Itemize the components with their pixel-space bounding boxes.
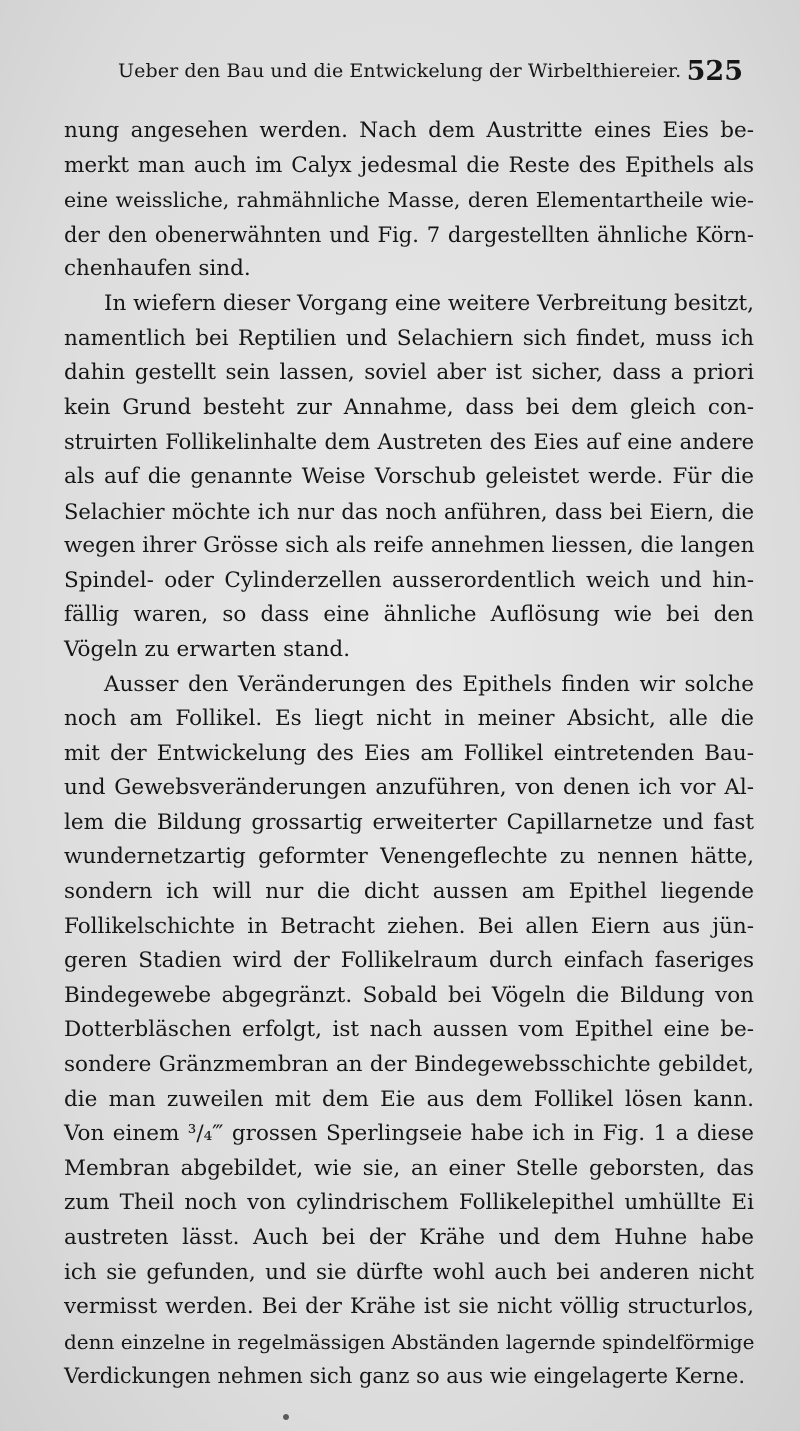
text-line: namentlich bei Reptilien und Selachiern sich findet, muss ich [64, 325, 754, 351]
text-line: ich sie gefunden, und sie dürfte wohl auch bei anderen nicht [64, 1259, 754, 1285]
text-line: lem die Bildung grossartig erweiterter Capillarnetze und fast [64, 809, 754, 835]
text-line: In wiefern dieser Vorgang eine weitere Verbreitung besitzt, [104, 290, 755, 316]
page-number: 525 [686, 56, 743, 87]
text-line: austreten lässt. Auch bei der Krähe und dem Huhne habe [64, 1225, 754, 1250]
text-line: mit der Entwickelung des Eies am Follikel eintretenden Bau- [64, 740, 754, 766]
text-line: und Gewebsveränderungen anzuführen, von denen ich vor Al- [64, 775, 754, 801]
text-line: Von einem ³/₄‴ grossen Sperlingseie habe ich in Fig. 1 a diese [64, 1121, 754, 1147]
text-line: dahin gestellt sein lassen, soviel aber ist sicher, dass a priori [64, 360, 754, 386]
text-line: nung angesehen werden. Nach dem Austritte eines Eies be- [64, 118, 754, 143]
page-header [118, 56, 743, 90]
text-line: vermisst werden. Bei der Krähe ist sie nicht völlig structurlos, [64, 1294, 754, 1320]
text-line: Verdickungen nehmen sich ganz so aus wie eingelagerte Kerne. [64, 1364, 746, 1389]
text-line: Spindel- oder Cylinderzellen ausserordentlich weich und hin- [64, 567, 754, 593]
text-line: eine weissliche, rahmähnliche Masse, deren Elementartheile wie- [64, 188, 754, 213]
text-line: Ausser den Veränderungen des Epithels finden wir solche [104, 671, 754, 697]
text-line: geren Stadien wird der Follikelraum durch einfach faseriges [64, 948, 754, 974]
text-line: struirten Follikelinhalte dem Austreten des Eies auf eine andere [64, 430, 754, 455]
text-line: sondere Gränzmembran an der Bindegewebsschichte gebildet, [64, 1052, 754, 1078]
text-line: chenhaufen sind. [64, 256, 251, 282]
text-line: denn einzelne in regelmässigen Abständen lagernde spindelförmige [64, 1329, 755, 1354]
text-line: zum Theil noch von cylindrischem Follikelepithel umhüllte Ei [64, 1190, 754, 1216]
text-line: wegen ihrer Grösse sich als reife annehmen liessen, die langen [64, 533, 755, 559]
text-line: sondern ich will nur die dicht aussen am Epithel liegende [64, 879, 754, 905]
text-line: der den obenerwähnten und Fig. 7 dargestellten ähnliche Körn- [64, 222, 754, 247]
text-line: Follikelschichte in Betracht ziehen. Bei allen Eiern aus jün- [64, 913, 754, 939]
text-line: die man zuweilen mit dem Eie aus dem Follikel lösen kann. [64, 1086, 754, 1112]
text-line: noch am Follikel. Es liegt nicht in meiner Absicht, alle die [64, 706, 754, 732]
ink-speck [283, 1414, 289, 1420]
text-line: Selachier möchte ich nur das noch anführen, dass bei Eiern, die [64, 499, 754, 524]
text-line: merkt man auch im Calyx jedesmal die Reste des Epithels als [64, 152, 754, 178]
text-line: als auf die genannte Weise Vorschub geleistet werde. Für die [64, 463, 754, 489]
text-line: Vögeln zu erwarten stand. [64, 636, 351, 662]
text-line: Dotterbläschen erfolgt, ist nach aussen vom Epithel eine be- [64, 1017, 754, 1043]
text-line: Membran abgebildet, wie sie, an einer Stelle geborsten, das [64, 1155, 754, 1181]
body-text [64, 114, 754, 1394]
text-line: fällig waren, so dass eine ähnliche Auflösung wie bei den [64, 602, 754, 628]
text-line: kein Grund besteht zur Annahme, dass bei dem gleich con- [64, 394, 754, 420]
running-head: Ueber den Bau und die Entwickelung der Wirbelthiereier. [118, 60, 682, 82]
text-line: wundernetzartig geformter Venengeflechte zu nennen hätte, [64, 844, 754, 870]
text-line: Bindegewebe abgegränzt. Sobald bei Vögeln die Bildung von [64, 982, 754, 1008]
